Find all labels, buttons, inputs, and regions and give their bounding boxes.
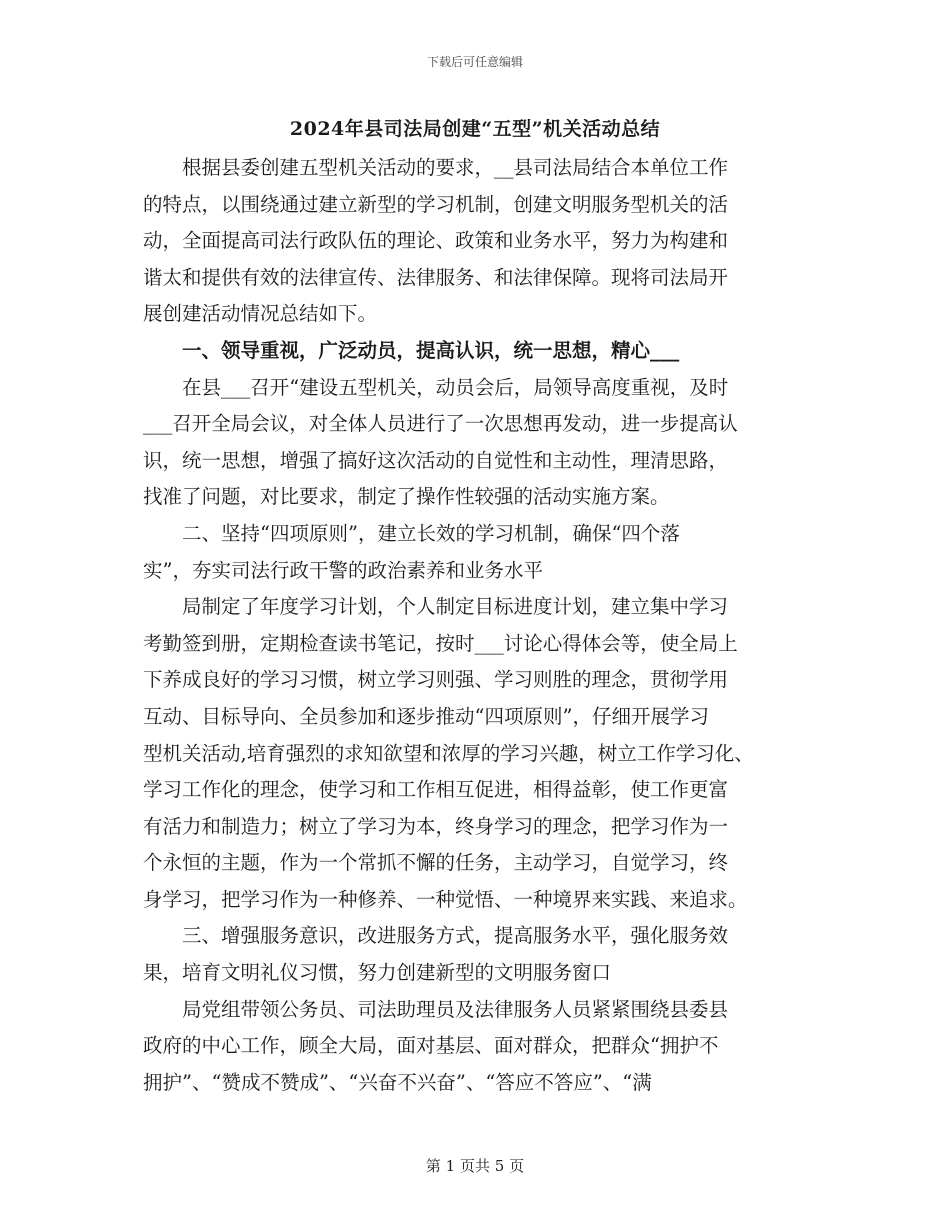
document-line: 有活力和制造力；树立了学习为本，终身学习的理念，把学习作为一	[143, 814, 729, 838]
document-line: 实”，夯实司法行政干警的政治素养和业务水平	[143, 558, 543, 582]
document-line: 找准了问题，对比要求，制定了操作性较强的活动实施方案。	[143, 485, 670, 509]
document-line: 型机关活动,培育强烈的求知欲望和浓厚的学习兴趣，树立工作学习化、	[143, 741, 754, 765]
document-line: 一、领导重视，广泛动员，提高认识，统一思想，精心___	[143, 338, 680, 362]
document-line: 的特点，以围绕通过建立新型的学习机制，创建文明服务型机关的活	[143, 192, 729, 216]
document-line: 局制定了年度学习计划，个人制定目标进度计划，建立集中学习	[143, 595, 729, 619]
document-line: 身学习，把学习作为一种修养、一种觉悟、一种境界来实践、来追求。	[143, 887, 748, 911]
page-number-footer: 第 1 页共 5 页	[425, 1157, 525, 1175]
document-line: 三、增强服务意识，改进服务方式，提高服务水平，强化服务效	[143, 924, 729, 948]
document-title: 2024年县司法局创建“五型”机关活动总结	[289, 118, 661, 140]
document-line: 局党组带领公务员、司法助理员及法律服务人员紧紧围绕县委县	[143, 997, 729, 1021]
document-line: 互动、目标导向、全员参加和逐步推动“四项原则”，仔细开展学习	[143, 704, 709, 728]
document-line: 识，统一思想，增强了搞好这次活动的自觉性和主动性，理清思路，	[143, 448, 729, 472]
document-line: 谐太和提供有效的法律宣传、法律服务、和法律保障。现将司法局开	[143, 265, 729, 289]
document-line: 二、坚持“四项原则”，建立长效的学习机制，确保“四个落	[143, 521, 680, 545]
document-line: 展创建活动情况总结如下。	[143, 302, 378, 326]
document-line: 考勤签到册，定期检查读书笔记，按时___讨论心得体会等，使全局上	[143, 631, 738, 655]
document-body	[143, 150, 823, 1101]
document-line: 果，培育文明礼仪习惯，努力创建新型的文明服务窗口	[143, 961, 612, 985]
document-line: 个永恒的主题，作为一个常抓不懈的任务，主动学习，自觉学习，终	[143, 851, 729, 875]
document-line: 学习工作化的理念，使学习和工作相互促进，相得益彰，使工作更富	[143, 778, 729, 802]
document-line: 根据县委创建五型机关活动的要求，__县司法局结合本单位工作	[143, 156, 729, 179]
document-line: 拥护”、“赞成不赞成”、“兴奋不兴奋”、“答应不答应”、“满	[143, 1070, 652, 1094]
document-line: 动，全面提高司法行政队伍的理论、政策和业务水平，努力为构建和	[143, 229, 729, 253]
document-line: 政府的中心工作，顾全大局，面对基层、面对群众，把群众“拥护不	[143, 1034, 719, 1058]
document-line: ___召开全局会议，对全体人员进行了一次思想再发动，进一步提高认	[143, 412, 738, 436]
document-line: 下养成良好的学习习惯，树立学习则强、学习则胜的理念，贯彻学用	[143, 668, 729, 692]
document-line: 在县___召开“建设五型机关，动员会后，局领导高度重视，及时	[143, 375, 729, 399]
page-header-note: 下载后可任意编辑	[426, 55, 523, 69]
